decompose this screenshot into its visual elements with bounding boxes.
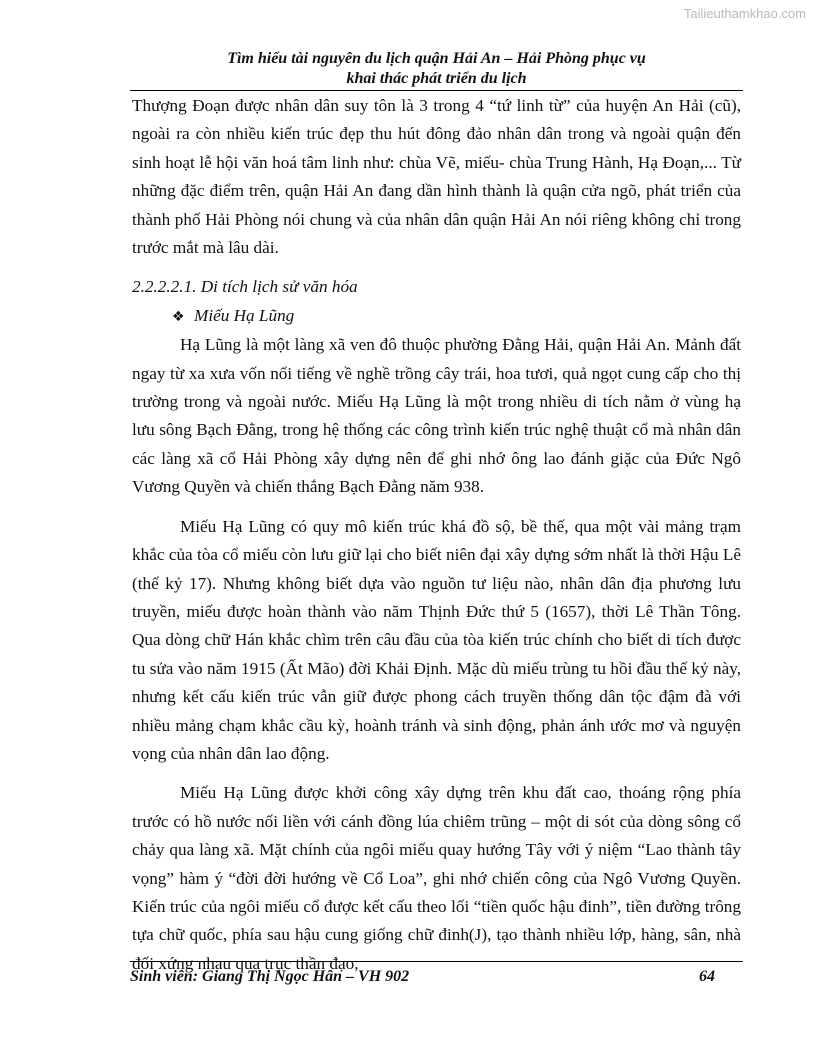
page-number: 64 <box>699 968 715 985</box>
header-line-1: Tìm hiểu tài nguyên du lịch quận Hải An – Hải Phòng phục vụ <box>227 50 646 67</box>
footer-divider <box>130 961 743 962</box>
paragraph-3: Miếu Hạ Lũng được khởi công xây dựng trên khu đất cao, thoáng rộng phía trước có hồ nước nối liền với cánh đồng lúa chiêm trũng – một di sót của dòng sông cổ chảy qua làng xã. Mặt chính của ngôi miếu quay hướng Tây với ý niệm “Lao thành tây vọng” hàm ý “đời đời hướng về Cổ Loa”, ghi nhớ chiến công của Ngô Vương Quyền. Kiến trúc của ngôi miếu cổ được kết cấu theo lối “tiền quốc hậu đinh”, tiền đường trông tựa chữ quốc, phía sau hậu cung giống chữ đinh(J), tạo thành nhiều lớp, hàng, sân, nhà đối xứng nhau qua trục thần đạo, <box>132 783 741 973</box>
footer-student: Sinh viên: Giang Thị Ngọc Hân – VH 902 <box>130 968 410 985</box>
paragraph-continued: Thượng Đoạn được nhân dân suy tôn là 3 trong 4 “tứ linh từ” của huyện An Hải (cũ), ngoài ra còn nhiều kiến trúc đẹp thu hút đông đảo nhân dân trong và ngoài quận đến sinh hoạt lễ hội văn hoá tâm linh như: chùa Vẽ, miếu- chùa Trung Hành, Hạ Đoạn,... Từ những đặc điểm trên, quận Hải An đang dần hình thành là quận cửa ngõ, phát triển của thành phố Hải Phòng nói chung và của nhân dân quận Hải An nói riêng không chỉ trong trước mắt mà lâu dài. <box>132 96 741 258</box>
watermark: Tailieuthamkhao.com <box>683 6 806 21</box>
paragraph-1: Hạ Lũng là một làng xã ven đô thuộc phường Đằng Hải, quận Hải An. Mảnh đất ngay từ xa xưa vốn nổi tiếng về nghề trồng cây trái, hoa tươi, quả ngọt cung cấp cho thị trường trong và ngoài nước. Miếu Hạ Lũng là một trong nhiều di tích nằm ở vùng hạ lưu sông Bạch Đằng, trong hệ thống các công trình kiến trúc nghệ thuật cổ mà nhân dân các làng xã cổ Hải Phòng xây dựng nên để ghi nhớ ông lao đánh giặc của Đức Ngô Vương Quyền và chiến thắng Bạch Đằng năm 938. <box>132 335 741 497</box>
header-divider <box>130 90 743 91</box>
bullet-heading <box>132 302 741 331</box>
diamond-bullet-icon: ❖ <box>172 308 185 325</box>
header-line-2: khai thác phát triển du lịch <box>346 70 527 87</box>
section-heading: 2.2.2.2.1. Di tích lịch sử văn hóa <box>132 277 358 297</box>
page-header <box>130 49 743 89</box>
paragraph-2: Miếu Hạ Lũng có quy mô kiến trúc khá đồ sộ, bề thế, qua một vài mảng trạm khắc của tòa cổ miếu còn lưu giữ lại cho biết niên đại xây dựng sớm nhất là thời Hậu Lê (thế kỷ 17). Nhưng không biết dựa vào nguồn tư liệu nào, nhân dân địa phương lưu truyền, miếu được hoàn thành vào năm Thịnh Đức thứ 5 (1657), thời Lê Thần Tông. Qua dòng chữ Hán khắc chìm trên câu đầu của tòa kiến trúc chính cho biết di tích được tu sửa vào năm 1915 (Ất Mão) đời Khải Định. Mặc dù miếu trùng tu hồi đầu thế kỷ này, nhưng kết cấu kiến trúc vẫn giữ được phong cách truyền thống dân tộc đậm đà với nhiều mảng chạm khắc cầu kỳ, hoành tránh và sinh động, phản ánh ước mơ và nguyện vọng của nhân dân lao động. <box>132 516 741 763</box>
document-body <box>132 92 741 978</box>
page-footer <box>130 968 715 986</box>
bullet-heading-text: Miếu Hạ Lũng <box>194 305 295 325</box>
